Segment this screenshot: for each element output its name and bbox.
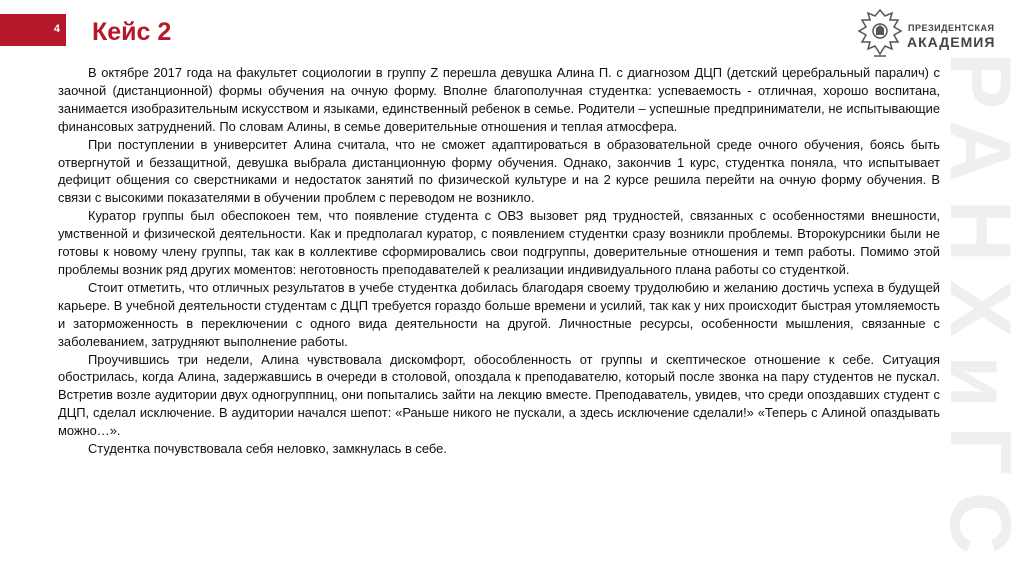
paragraph-4: Стоит отметить, что отличных результатов в учебе студентка добилась благодаря своему трудолюбию и желанию достичь успеха в будущей карьере. В учебной деятельности студентам с ДЦП требуется гораздо больше времени и усилий, так как у них происходит быстрая утомляемость и заторможенность в переключении с одного вида деятельности на другой. Личностные ресурсы, особенности мышления, связанные с заболеванием, затрудняют выполнение работы. — [58, 279, 940, 349]
paragraph-3: Куратор группы был обеспокоен тем, что появление студента с ОВЗ вызовет ряд трудностей, связанных с особенностями внешности, умственной и физической деятельности. Как и предполагал куратор, с появлением студентки сразу возникли проблемы. Второкурсники были не готовы к новому члену группы, так как в коллективе сформировались свои подгруппы, доверительные отношения и темп работы. Помимо этой проблемы возник ряд других моментов: неготовность преподавателей к реализации индивидуального плана работы со студенткой. — [58, 208, 940, 277]
paragraph-5: Проучившись три недели, Алина чувствовала дискомфорт, обособленность от группы и скептическое отношение к себе. Ситуация обострилась, когда Алина, задержавшись в очереди в столовой, опоздала к преподавателю, который после звонка на пару студентов не пускал. Встретив возле аудитории двух одногруппниц, они попытались зайти на лекцию вместе. Преподаватель, увидев, что среди опоздавших студент с ДЦП, сделал исключение. В аудитории начался шепот: «Раньше никого не пускали, а здесь исключение сделали!» «Теперь с Алиной опаздывать можно…». — [58, 351, 940, 439]
slide-number: 4 — [53, 23, 60, 35]
paragraph-6: Студентка почувствовала себя неловко, замкнулась в себе. — [88, 441, 447, 457]
watermark — [932, 52, 1028, 572]
logo-line-1: ПРЕЗИДЕНТСКАЯ — [908, 23, 995, 33]
case-text — [58, 64, 940, 458]
watermark-text: РАНХиГС — [932, 52, 1028, 572]
logo-line-2: АКАДЕМИЯ — [907, 34, 996, 50]
slide-number-box — [0, 14, 66, 46]
paragraph-2: При поступлении в университет Алина считала, что не сможет адаптироваться в образовательной среде очного обучения, боясь быть отвергнутой и беззащитной, девушка выбрала дистанционную форму обучения. Однако, закончив 1 курс, студентка поняла, что испытывает дефицит общения со сверстниками и недостаток занятий по физической культуре и на 2 курсе решила перейти на очную форму обучения. В связи с высокими показателями в обучении проблем с переводом не возникло. — [58, 136, 940, 206]
paragraph-1: В октябре 2017 года на факультет социологии в группу Z перешла девушка Алина П. с диагнозом ДЦП (детский церебральный паралич) с заочной (дистанционной) формы обучения на очную форму. Вполне благополучная студентка: успеваемость - отличная, хорошо воспитана, занимается изобразительным искусством и языками, единственный ребенок в семье. Родители – успешные предприниматели, не испытывающие финансовых затруднений. По словам Алины, в семье доверительные отношения и теплая атмосфера. — [58, 65, 940, 134]
slide-title: Кейс 2 — [92, 18, 172, 46]
eagle-emblem-icon — [856, 6, 904, 62]
